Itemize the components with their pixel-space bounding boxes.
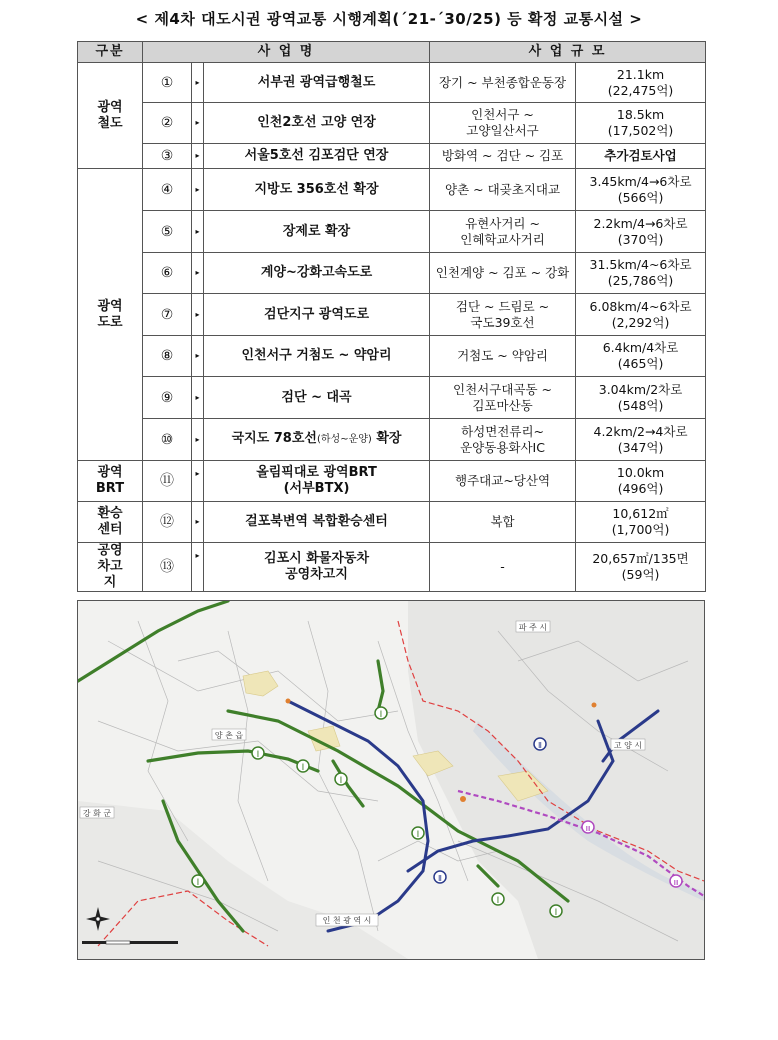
- table-row: [78, 253, 706, 294]
- label-goyang: 고 양 시: [613, 741, 643, 750]
- project-scale: [576, 419, 706, 461]
- table-row: [78, 103, 706, 144]
- bullet-icon: ▸: [192, 336, 204, 377]
- category-label: 광역 철도: [97, 99, 123, 131]
- table-row: [78, 419, 706, 461]
- project-scale: [576, 377, 706, 419]
- table-row: [78, 211, 706, 253]
- scale-length: 21.1km: [616, 66, 665, 82]
- category-garage: [78, 543, 143, 592]
- scale-cost: (2,292억): [611, 314, 670, 330]
- project-name: 걸포북변역 복합환승센터: [204, 502, 430, 543]
- location-line: 하성면전류리~: [461, 423, 544, 439]
- label-incheon: 인 천 광 역 시: [322, 916, 372, 925]
- bullet-icon: ▸: [192, 63, 204, 103]
- scale-length: 2.2km/4→6차로: [593, 215, 688, 231]
- project-location: 장기 ~ 부천종합운동장: [430, 63, 576, 103]
- scale-length: 6.08km/4~6차로: [589, 298, 692, 314]
- station-dot: [286, 699, 291, 704]
- scale-cost: (59억): [621, 567, 660, 582]
- scale-length: 3.04km/2차로: [598, 381, 683, 397]
- label-west: 양 촌 읍: [214, 731, 244, 740]
- project-scale: [576, 63, 706, 103]
- project-scale: 추가검토사업: [576, 144, 706, 169]
- header-project: 사 업 명: [143, 42, 430, 63]
- route-marker: [335, 773, 347, 786]
- location-line: 국도39호선: [470, 314, 535, 330]
- bullet-icon: ▸: [192, 169, 204, 211]
- route-marker: [492, 893, 504, 906]
- scale-area: 20,657㎡/135면: [592, 551, 689, 566]
- route-marker: [434, 871, 446, 883]
- project-scale: [576, 461, 706, 502]
- scale-cost: (22,475억): [607, 82, 674, 98]
- row-number: ①: [143, 63, 192, 103]
- table-row: [78, 63, 706, 103]
- svg-text:Ⅲ: Ⅲ: [673, 879, 679, 887]
- svg-text:Ⅰ: Ⅰ: [339, 776, 343, 786]
- project-location: 방화역 ~ 검단 ~ 김포: [430, 144, 576, 169]
- route-marker: [582, 821, 594, 833]
- project-location: [430, 211, 576, 253]
- table-row: [78, 543, 706, 592]
- project-name-tail: 확장: [376, 431, 402, 446]
- scale-length: 6.4km/4차로: [602, 340, 679, 355]
- row-number: ⑦: [143, 294, 192, 336]
- scale-cost: (566억): [617, 189, 664, 205]
- category-label: 환승 센터: [97, 506, 123, 537]
- facility-table: [77, 41, 706, 592]
- project-name-note: (하성~운양): [316, 434, 372, 445]
- svg-text:Ⅰ: Ⅰ: [554, 908, 558, 918]
- table-row: [78, 169, 706, 211]
- project-scale: [576, 502, 706, 543]
- project-name-line: (서부BTX): [283, 481, 350, 496]
- project-location: 거첨도 ~ 약암리: [430, 336, 576, 377]
- table-row: [78, 144, 706, 169]
- location-line: 김포마산동: [472, 397, 533, 413]
- bullet-icon: ▸: [192, 543, 204, 592]
- project-location: [430, 419, 576, 461]
- project-name: [204, 461, 430, 502]
- project-name: 서울5호선 김포검단 연장: [204, 144, 430, 169]
- route-marker: [412, 827, 424, 840]
- page-title: < 제4차 대도시권 광역교통 시행계획(´21-´30/25) 등 확정 교통시설 >: [135, 10, 643, 28]
- bullet-icon: ▸: [192, 461, 204, 502]
- project-scale: [576, 103, 706, 144]
- svg-text:Ⅰ: Ⅰ: [416, 830, 420, 840]
- scale-cost: (17,502억): [607, 123, 674, 138]
- project-name: 서부권 광역급행철도: [204, 63, 430, 103]
- bullet-icon: ▸: [192, 144, 204, 169]
- scale-cost: (1,700억): [611, 522, 670, 537]
- svg-text:Ⅰ: Ⅰ: [496, 896, 500, 906]
- bullet-icon: ▸: [192, 211, 204, 253]
- svg-text:Ⅰ: Ⅰ: [379, 710, 383, 720]
- category-rail: [78, 63, 143, 169]
- route-marker: [375, 707, 387, 720]
- route-map: [77, 600, 705, 960]
- project-location: [430, 103, 576, 144]
- label-paju: 파 주 시: [518, 623, 548, 632]
- header-category: 구분: [78, 42, 143, 63]
- row-number: ⑫: [143, 502, 192, 543]
- category-road: [78, 169, 143, 461]
- row-number: ⑬: [143, 543, 192, 592]
- category-transfer: [78, 502, 143, 543]
- category-label: 광역 도로: [97, 298, 123, 330]
- route-marker: [550, 905, 562, 918]
- table-row: [78, 294, 706, 336]
- table-header: [78, 42, 706, 63]
- row-number: ③: [143, 144, 192, 169]
- location-line: 고양일산서구: [466, 123, 539, 138]
- category-label: 광역 BRT: [95, 465, 125, 496]
- bullet-icon: ▸: [192, 294, 204, 336]
- project-name: [204, 543, 430, 592]
- row-number: ⑩: [143, 419, 192, 461]
- project-name-line: 김포시 화물자동차: [264, 551, 370, 566]
- scale-length: 10.0km: [616, 465, 665, 480]
- project-name: 인천2호선 고양 연장: [204, 103, 430, 144]
- bullet-icon: ▸: [192, 419, 204, 461]
- location-line: 운양동용화사IC: [460, 439, 545, 455]
- svg-text:Ⅱ: Ⅱ: [438, 874, 442, 883]
- location-line: 검단 ~ 드림로 ~: [455, 298, 550, 314]
- location-line: 유현사거리 ~: [465, 215, 540, 231]
- project-scale: [576, 211, 706, 253]
- row-number: ⑥: [143, 253, 192, 294]
- route-marker: [192, 875, 204, 888]
- project-location: -: [430, 543, 576, 592]
- row-number: ②: [143, 103, 192, 144]
- location-line: 인혜학교사거리: [460, 231, 545, 247]
- project-scale: [576, 169, 706, 211]
- project-location: 양촌 ~ 대곶초지대교: [430, 169, 576, 211]
- project-name-line: 공영차고지: [285, 567, 348, 582]
- project-scale: [576, 294, 706, 336]
- scale-area: 10,612㎡: [612, 506, 669, 521]
- project-name-main: 국지도 78호선: [231, 431, 317, 446]
- route-marker: [252, 747, 264, 760]
- table-row: [78, 336, 706, 377]
- route-marker: [297, 760, 309, 773]
- svg-text:Ⅱ: Ⅱ: [538, 741, 542, 750]
- location-line: 인천서구대곡동 ~: [453, 381, 553, 397]
- scale-cost: (347억): [617, 439, 664, 455]
- project-name-line: 올림픽대로 광역BRT: [256, 465, 377, 480]
- project-location: 복합: [430, 502, 576, 543]
- project-location: 행주대교~당산역: [430, 461, 576, 502]
- table-row: [78, 377, 706, 419]
- project-name: 인천서구 거첨도 ~ 약암리: [204, 336, 430, 377]
- project-name: 검단 ~ 대곡: [204, 377, 430, 419]
- scale-cost: (370억): [617, 231, 664, 247]
- project-scale: [576, 543, 706, 592]
- label-ganghwa: 강 화 군: [82, 809, 112, 818]
- scale-cost: (496억): [617, 481, 664, 496]
- project-location: 인천계양 ~ 김포 ~ 강화: [430, 253, 576, 294]
- scale-length: 18.5km: [616, 107, 665, 122]
- route-marker: [670, 875, 682, 887]
- project-scale: [576, 253, 706, 294]
- svg-text:Ⅲ: Ⅲ: [585, 825, 591, 833]
- table-row: [78, 502, 706, 543]
- route-marker: [534, 738, 546, 750]
- row-number: ⑨: [143, 377, 192, 419]
- row-number: ⑧: [143, 336, 192, 377]
- row-number: ⑤: [143, 211, 192, 253]
- bullet-icon: ▸: [192, 253, 204, 294]
- scale-cost: (548억): [617, 397, 664, 413]
- category-label: 공영 차고지: [97, 543, 123, 590]
- bullet-icon: ▸: [192, 103, 204, 144]
- project-name: 지방도 356호선 확장: [204, 169, 430, 211]
- category-brt: [78, 461, 143, 502]
- bullet-icon: ▸: [192, 377, 204, 419]
- row-number: ⑪: [143, 461, 192, 502]
- station-dot: [592, 703, 597, 708]
- location-line: 인천서구 ~: [471, 107, 534, 122]
- svg-text:Ⅰ: Ⅰ: [301, 763, 305, 773]
- header-scale: 사 업 규 모: [430, 42, 706, 63]
- project-name: [204, 419, 430, 461]
- project-location: [430, 377, 576, 419]
- scale-length: 4.2km/2→4차로: [593, 423, 688, 439]
- svg-text:Ⅰ: Ⅰ: [256, 750, 260, 760]
- project-name: 검단지구 광역도로: [204, 294, 430, 336]
- project-location: [430, 294, 576, 336]
- scale-length: 31.5km/4~6차로: [589, 257, 692, 272]
- bullet-icon: ▸: [192, 502, 204, 543]
- project-scale: [576, 336, 706, 377]
- svg-text:Ⅰ: Ⅰ: [196, 878, 200, 888]
- row-number: ④: [143, 169, 192, 211]
- scale-cost: (25,786억): [607, 273, 674, 288]
- table-row: [78, 461, 706, 502]
- project-name: 장제로 확장: [204, 211, 430, 253]
- scale-bar: [82, 941, 178, 944]
- scale-cost: (465억): [617, 356, 664, 371]
- station-dot: [460, 796, 466, 802]
- map-svg: [78, 601, 704, 959]
- scale-length: 3.45km/4→6차로: [589, 173, 692, 189]
- project-name: 계양~강화고속도로: [204, 253, 430, 294]
